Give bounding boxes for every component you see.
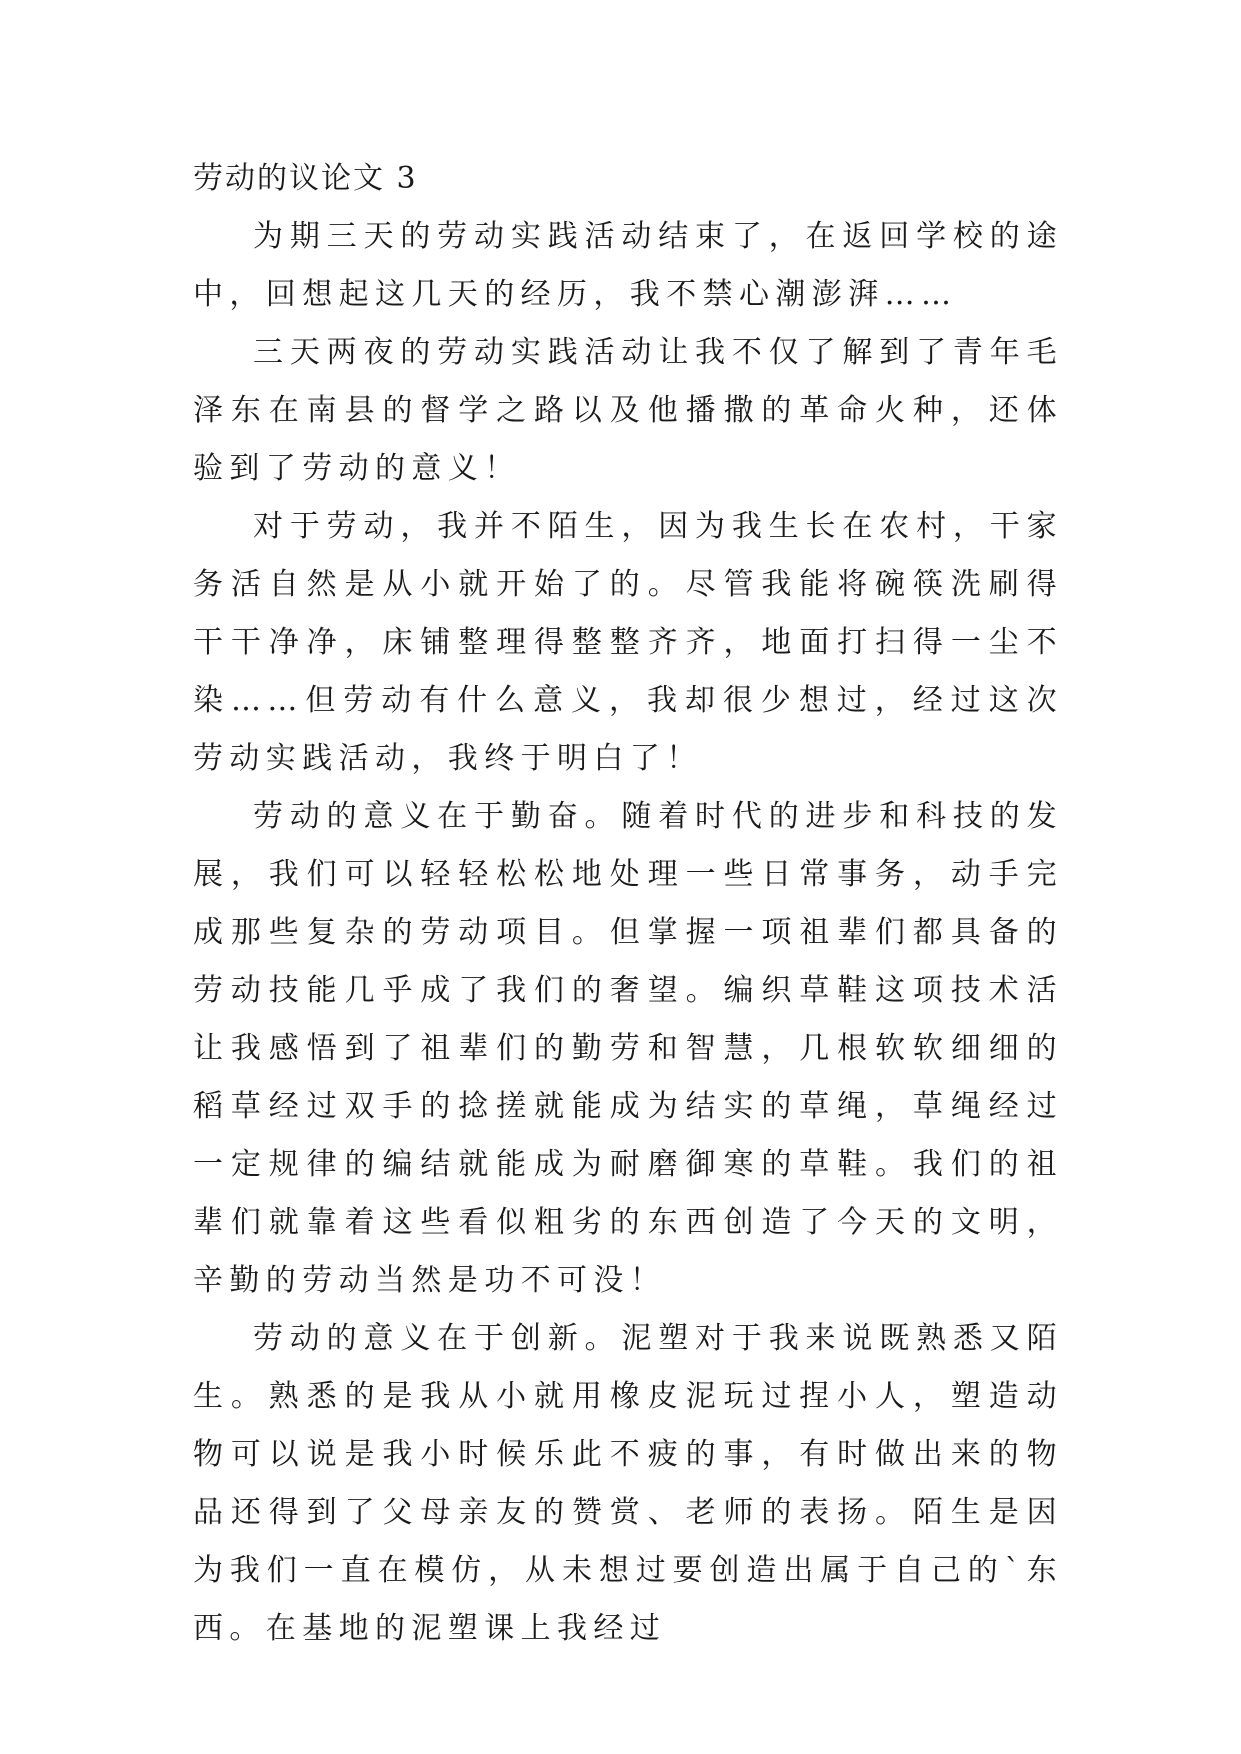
paragraph-2: 三天两夜的劳动实践活动让我不仅了解到了青年毛泽东在南县的督学之路以及他播撒的革命火种，还体验到了劳动的意义！	[193, 335, 1063, 486]
paragraph-5: 劳动的意义在于创新。泥塑对于我来说既熟悉又陌生。熟悉的是我从小就用橡皮泥玩过捏小人，塑造动物可以说是我小时候乐此不疲的事，有时做出来的物品还得到了父母亲友的赞赏、老师的表扬。陌生是因为我们一直在模仿，从未想过要创造出属于自己的`东西。在基地的泥塑课上我经过	[193, 1321, 1063, 1646]
paragraph-3: 对于劳动，我并不陌生，因为我生长在农村，干家务活自然是从小就开始了的。尽管我能将碗筷洗刷得干干净净，床铺整理得整整齐齐，地面打扫得一尘不染……但劳动有什么意义，我却很少想过，经过这次劳动实践活动，我终于明白了！	[193, 509, 1063, 776]
document-body	[193, 150, 1063, 1658]
paragraph-4: 劳动的意义在于勤奋。随着时代的进步和科技的发展，我们可以轻轻松松地处理一些日常事务，动手完成那些复杂的劳动项目。但掌握一项祖辈们都具备的劳动技能几乎成了我们的奢望。编织草鞋这项技术活让我感悟到了祖辈们的勤劳和智慧，几根软软细细的稻草经过双手的捻搓就能成为结实的草绳，草绳经过一定规律的编结就能成为耐磨御寒的草鞋。我们的祖辈们就靠着这些看似粗劣的东西创造了今天的文明，辛勤的劳动当然是功不可没！	[193, 799, 1063, 1298]
paragraph-1: 为期三天的劳动实践活动结束了，在返回学校的途中，回想起这几天的经历，我不禁心潮澎湃……	[193, 219, 1063, 312]
document-title: 劳动的议论文 3	[193, 161, 418, 196]
